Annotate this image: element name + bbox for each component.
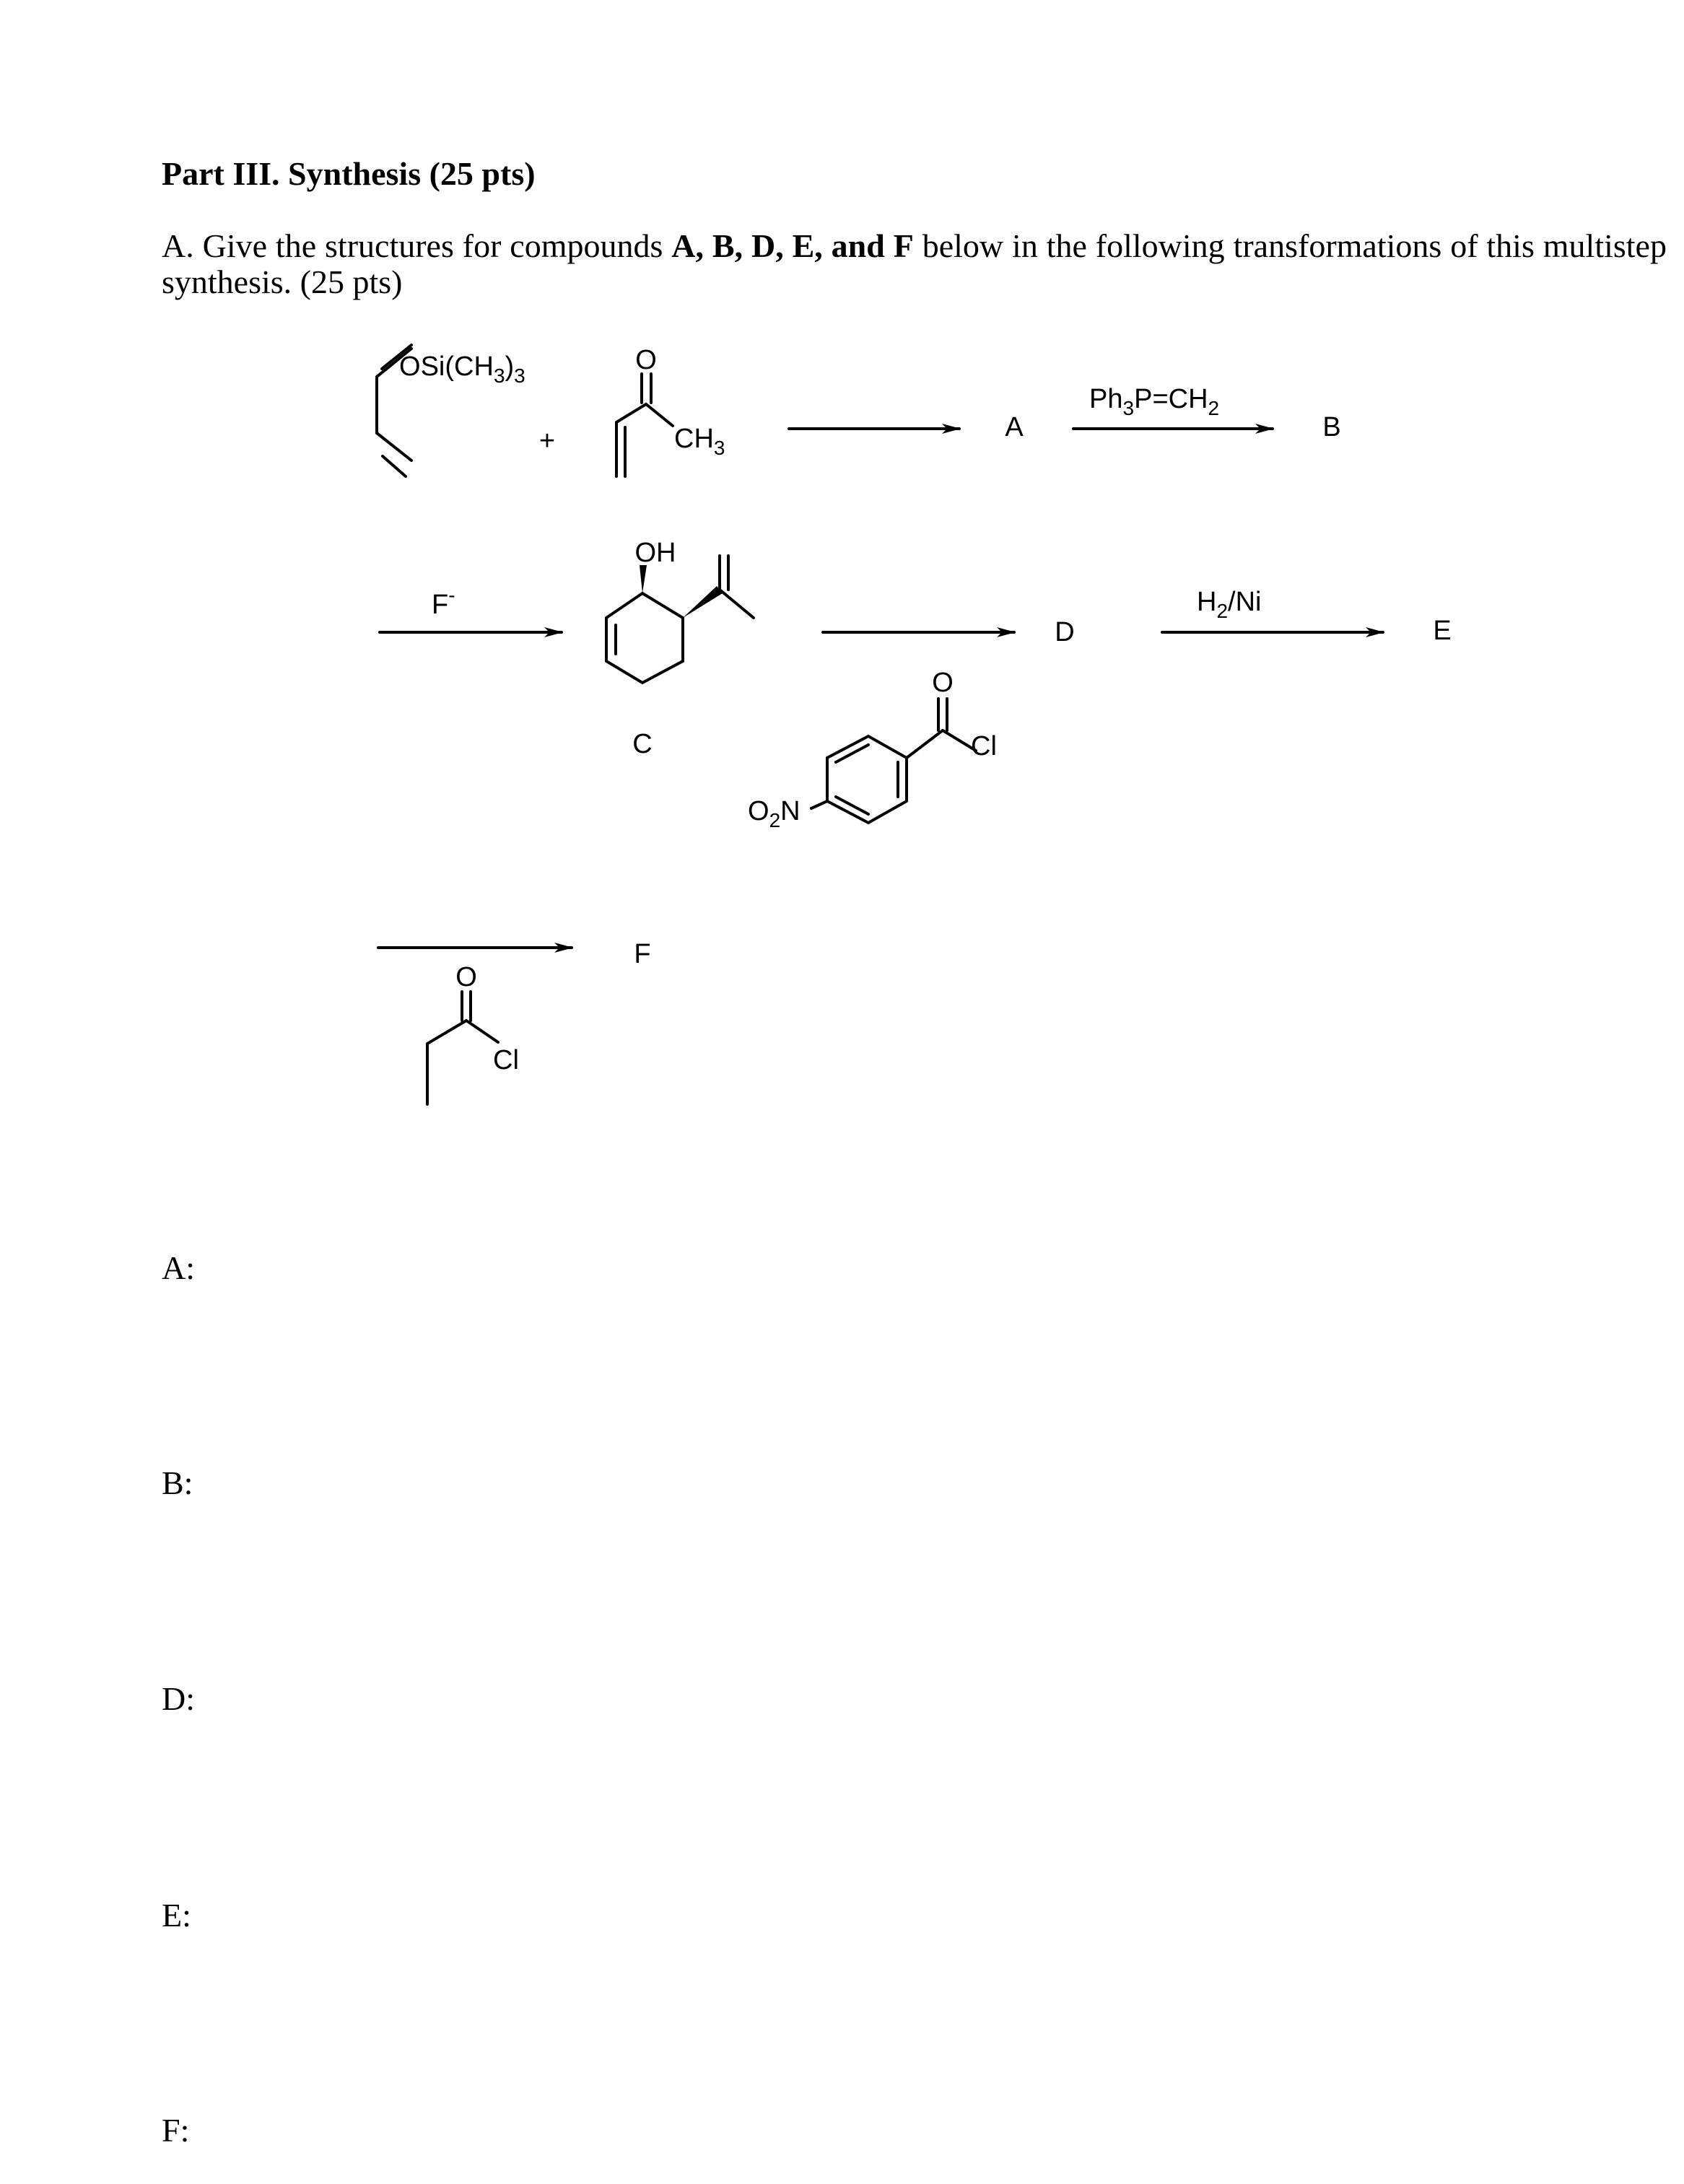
acyl-chloride-label: Cl <box>971 731 997 761</box>
methyl-vinyl-ketone <box>616 345 725 476</box>
compound-e-label: E <box>1433 616 1452 646</box>
question-suffix: below in the following transformations of this multistep synthesis. (25 pts) <box>162 227 1667 300</box>
compound-a-label: A <box>1005 412 1024 442</box>
answer-label-a: A: <box>162 1249 195 1286</box>
compound-b-label: B <box>1322 412 1341 442</box>
answer-label-b: B: <box>162 1464 193 1501</box>
compound-f-label: F <box>634 939 651 969</box>
wittig-reagent-label: $Ph_3P=CH_2$ <box>1089 384 1220 419</box>
methyl-label: $CH_3$ <box>674 424 725 459</box>
compound-c-label: C <box>632 729 653 759</box>
question-prefix: A. Give the structures for compounds <box>162 227 672 264</box>
compound-c-structure <box>606 538 754 759</box>
page-title: Part III. Synthesis (25 pts) <box>162 155 536 192</box>
fluoride-label: F- <box>432 584 455 620</box>
question-compounds: A, B, D, E, and F <box>671 227 914 264</box>
propanoyl-chloride-label: Cl <box>493 1045 519 1075</box>
silyloxy-label: $OSi(CH_3)_3$ <box>399 351 525 387</box>
answer-label-e: E: <box>162 1897 191 1934</box>
answer-label-f: F: <box>162 2112 190 2149</box>
silyl-enol-ether-diene <box>377 345 525 476</box>
compound-d-label: D <box>1055 617 1075 647</box>
ketone-oxygen: O <box>635 345 657 375</box>
answer-label-d: D: <box>162 1680 195 1717</box>
hydroxyl-label: OH <box>634 538 676 568</box>
propanoyl-oxygen: O <box>455 962 477 992</box>
nitrobenzoyl-chloride-structure <box>748 668 997 831</box>
acyl-oxygen: O <box>932 668 954 698</box>
hydrogenation-label: $H_2/Ni$ <box>1197 587 1262 622</box>
propanoyl-chloride-structure <box>427 962 519 1104</box>
plus-sign: + <box>538 426 556 456</box>
nitro-label: $O_2N$ <box>748 796 800 831</box>
